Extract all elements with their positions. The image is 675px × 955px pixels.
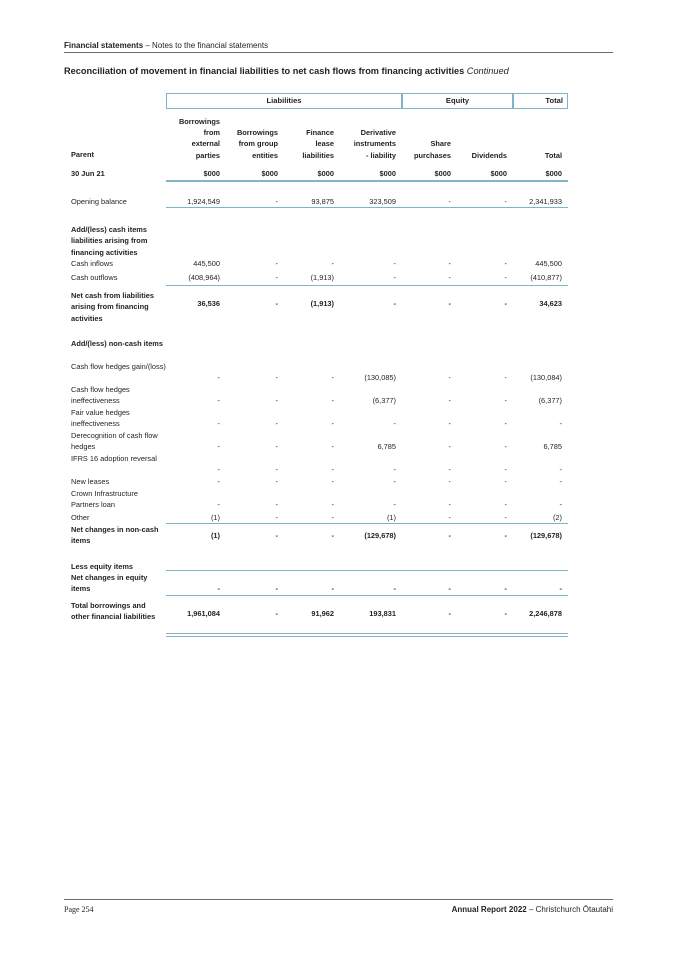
unit-cell: $000 <box>317 169 334 178</box>
table-cell: - <box>331 259 334 268</box>
table-cell: (1) <box>386 513 396 522</box>
table-cell: - <box>331 477 334 486</box>
table-cell: - <box>331 419 334 428</box>
table-cell: (6,377) <box>538 396 562 405</box>
table-cell: - <box>504 396 507 405</box>
table-cell: - <box>275 477 278 486</box>
table-rule <box>166 595 568 596</box>
table-cell: (1,913) <box>310 299 334 308</box>
table-cell: - <box>217 500 220 509</box>
row-label: Net changes in non-cash items <box>71 525 159 546</box>
unit-cell: $000 <box>261 169 278 178</box>
table-cell: - <box>331 531 334 540</box>
table-cell: - <box>559 584 562 593</box>
table-cell: - <box>559 419 562 428</box>
table-cell: 1,924,549 <box>187 197 220 206</box>
table-cell: - <box>275 513 278 522</box>
table-cell: - <box>448 419 451 428</box>
table-cell: - <box>504 299 507 308</box>
table-cell: - <box>448 299 451 308</box>
table-cell: - <box>504 442 507 451</box>
row-label: Fair value hedges ineffectiveness <box>71 408 130 429</box>
table-cell: - <box>448 465 451 474</box>
table-cell: - <box>559 477 562 486</box>
row-label: Derecognition of cash flow hedges <box>71 431 158 452</box>
column-header: Share purchases <box>414 139 451 160</box>
table-cell: (1,913) <box>310 273 334 282</box>
table-cell: - <box>275 299 278 308</box>
table-cell: - <box>448 259 451 268</box>
header-subsection: – Notes to the financial statements <box>143 41 269 50</box>
row-label: Total borrowings and other financial liabilities <box>71 601 156 622</box>
table-cell: - <box>275 259 278 268</box>
table-cell: - <box>448 396 451 405</box>
table-cell: - <box>504 584 507 593</box>
row-header-parent: Parent <box>71 150 95 159</box>
table-cell: - <box>448 500 451 509</box>
table-cell: - <box>448 531 451 540</box>
report-location: – Christchurch Ōtautahi <box>526 905 613 914</box>
table-rule <box>166 570 568 571</box>
table-cell: (2) <box>552 513 562 522</box>
table-cell: (130,084) <box>530 373 562 382</box>
group-liabilities-label: Liabilities <box>266 96 302 105</box>
column-header: Borrowings from group entities <box>236 128 278 160</box>
table-cell: - <box>393 465 396 474</box>
table-cell: - <box>275 273 278 282</box>
table-cell: - <box>504 531 507 540</box>
table-cell: - <box>393 419 396 428</box>
group-total <box>513 93 568 109</box>
section-heading: Add/(less) non-cash items <box>71 339 163 348</box>
table-cell: - <box>448 513 451 522</box>
table-cell: - <box>448 373 451 382</box>
column-header: Borrowings from external parties <box>178 116 220 160</box>
table-cell: (408,964) <box>188 273 220 282</box>
table-cell: - <box>275 500 278 509</box>
table-cell: 34,623 <box>539 299 562 308</box>
row-label: IFRS 16 adoption reversal <box>71 454 157 463</box>
table-cell: - <box>448 442 451 451</box>
table-cell: - <box>448 584 451 593</box>
table-cell: - <box>504 609 507 618</box>
table-cell: - <box>331 396 334 405</box>
row-label: Other <box>71 513 90 522</box>
table-cell: - <box>217 477 220 486</box>
unit-cell: $000 <box>203 169 220 178</box>
table-rule <box>166 285 568 286</box>
table-cell: 445,500 <box>193 259 220 268</box>
table-cell: 91,962 <box>311 609 334 618</box>
table-cell: - <box>275 442 278 451</box>
title-suffix: Continued <box>464 66 509 76</box>
table-cell: - <box>275 419 278 428</box>
table-cell: - <box>331 500 334 509</box>
table-cell: (130,085) <box>364 373 396 382</box>
column-header: Derivative instruments - liability <box>353 128 396 160</box>
table-cell: (6,377) <box>372 396 396 405</box>
title-main: Reconciliation of movement in financial liabilities to net cash flows from financing activities <box>64 66 465 76</box>
table-cell: - <box>448 273 451 282</box>
unit-cell: $000 <box>434 169 451 178</box>
table-cell: 2,246,878 <box>529 609 562 618</box>
table-cell: - <box>504 465 507 474</box>
table-cell: - <box>448 477 451 486</box>
table-cell: (1) <box>210 531 220 540</box>
table-cell: - <box>331 442 334 451</box>
column-header: Finance lease liabilities <box>302 128 334 160</box>
header-bottom-rule <box>166 180 568 182</box>
table-cell: - <box>275 396 278 405</box>
table-cell: - <box>559 465 562 474</box>
table-cell: - <box>393 500 396 509</box>
section-heading: Less equity items <box>71 562 134 571</box>
group-total-label: Total <box>545 96 563 105</box>
row-label: Cash inflows <box>71 259 113 268</box>
group-liabilities <box>166 93 402 109</box>
header-section: Financial statements <box>64 41 144 50</box>
table-cell: - <box>393 299 396 308</box>
period-date: 30 Jun 21 <box>71 169 105 178</box>
table-cell: - <box>217 396 220 405</box>
group-equity <box>402 93 513 109</box>
row-label: Crown Infrastructure Partners loan <box>71 489 138 510</box>
unit-cell: $000 <box>545 169 562 178</box>
table-cell: 193,831 <box>369 609 396 618</box>
footer-rule <box>64 899 613 900</box>
unit-cell: $000 <box>490 169 507 178</box>
report-name: Annual Report 2022 <box>451 905 527 914</box>
row-label: Cash flow hedges ineffectiveness <box>71 385 130 406</box>
table-cell: (410,877) <box>530 273 562 282</box>
table-cell: - <box>504 419 507 428</box>
table-cell: (129,678) <box>530 531 562 540</box>
table-cell: - <box>393 477 396 486</box>
table-cell: - <box>504 197 507 206</box>
row-label: Net changes in equity items <box>71 573 148 594</box>
running-header <box>64 41 613 50</box>
table-cell: - <box>275 197 278 206</box>
table-cell: - <box>393 584 396 593</box>
table-cell: - <box>217 373 220 382</box>
header-rule <box>64 52 613 53</box>
table-cell: - <box>504 477 507 486</box>
table-cell: - <box>275 531 278 540</box>
table-cell: - <box>504 513 507 522</box>
table-cell: - <box>331 373 334 382</box>
table-cell: - <box>393 273 396 282</box>
table-cell: - <box>559 500 562 509</box>
table-cell: 6,785 <box>377 442 396 451</box>
column-header: Total <box>544 150 562 160</box>
table-cell: - <box>217 419 220 428</box>
table-cell: (1) <box>210 513 220 522</box>
table-cell: - <box>331 513 334 522</box>
row-label: Cash flow hedges gain/(loss) <box>71 362 166 371</box>
table-cell: 2,341,933 <box>529 197 562 206</box>
row-label: Opening balance <box>71 197 127 206</box>
column-header: Dividends <box>471 150 507 160</box>
table-cell: - <box>275 373 278 382</box>
table-cell: 445,500 <box>535 259 562 268</box>
table-cell: - <box>331 584 334 593</box>
table-cell: - <box>504 273 507 282</box>
table-rule <box>166 633 568 637</box>
table-cell: - <box>275 584 278 593</box>
table-cell: 93,875 <box>311 197 334 206</box>
table-cell: 36,536 <box>197 299 220 308</box>
table-cell: - <box>504 259 507 268</box>
unit-cell: $000 <box>379 169 396 178</box>
table-cell: - <box>448 197 451 206</box>
section-heading: Add/(less) cash items liabilities arising from financing activities <box>71 225 148 257</box>
table-cell: - <box>275 465 278 474</box>
table-cell: - <box>504 500 507 509</box>
table-cell: - <box>504 373 507 382</box>
page-title <box>64 66 509 76</box>
table-rule <box>166 207 568 208</box>
table-cell: (129,678) <box>364 531 396 540</box>
table-cell: - <box>217 584 220 593</box>
table-cell: - <box>275 609 278 618</box>
row-label: New leases <box>71 477 110 486</box>
row-label: Cash outflows <box>71 273 118 282</box>
page-number: Page 254 <box>64 905 94 914</box>
table-cell: - <box>217 465 220 474</box>
table-cell: - <box>393 259 396 268</box>
table-cell: - <box>331 465 334 474</box>
row-label: Net cash from liabilities arising from financing activities <box>71 291 154 323</box>
group-equity-label: Equity <box>445 96 470 105</box>
report-title <box>452 905 613 914</box>
table-cell: - <box>448 609 451 618</box>
table-cell: 323,509 <box>369 197 396 206</box>
table-cell: 1,961,084 <box>187 609 220 618</box>
table-cell: - <box>217 442 220 451</box>
table-rule <box>166 523 568 524</box>
table-cell: 6,785 <box>543 442 562 451</box>
